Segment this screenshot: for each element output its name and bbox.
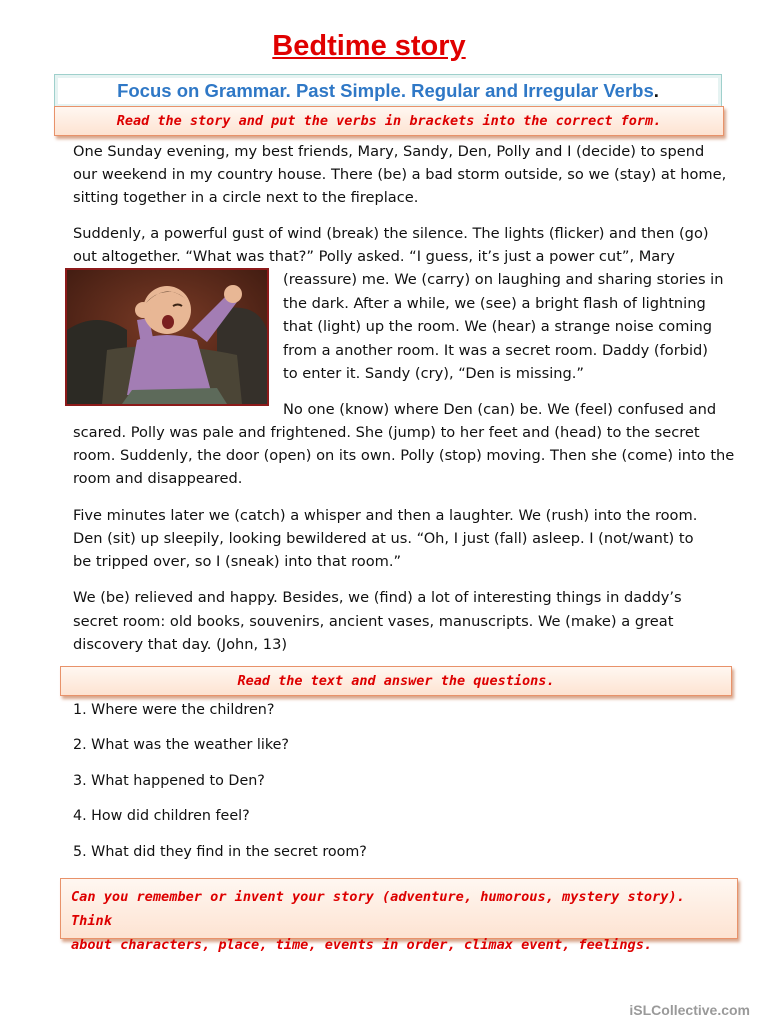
question-item: 1. Where were the children? bbox=[73, 702, 275, 718]
writing-task-line: about characters, place, time, events in order, climax event, feelings. bbox=[71, 937, 653, 953]
frightened-child-image bbox=[67, 270, 267, 404]
story-line: (reassure) me. We (carry) on laughing and sharing stories in bbox=[283, 271, 724, 288]
story-line: to enter it. Sandy (cry), “Den is missing.” bbox=[283, 365, 584, 382]
story-line: the dark. After a while, we (see) a bright flash of lightning bbox=[283, 295, 706, 312]
story-line: Five minutes later we (catch) a whisper and then a laughter. We (rush) into the room. bbox=[73, 507, 698, 524]
story-line: room. Suddenly, the door (open) on its own. Polly (stop) moving. Then she (come) into the bbox=[73, 447, 735, 464]
story-line: be tripped over, so I (sneak) into that room.” bbox=[73, 553, 402, 570]
grammar-focus-banner bbox=[54, 74, 722, 108]
story-line: One Sunday evening, my best friends, Mary, Sandy, Den, Polly and I (decide) to spend bbox=[73, 143, 705, 160]
question-item: 5. What did they find in the secret room? bbox=[73, 844, 367, 860]
grammar-focus-period: . bbox=[653, 80, 659, 101]
question-item: 2. What was the weather like? bbox=[73, 737, 289, 753]
story-line: sitting together in a circle next to the fireplace. bbox=[73, 189, 419, 206]
story-line: room and disappeared. bbox=[73, 470, 243, 487]
writing-task-line: Can you remember or invent your story (adventure, humorous, mystery story). Think bbox=[71, 889, 685, 929]
grammar-focus-text: Focus on Grammar. Past Simple. Regular and Irregular Verbs bbox=[117, 80, 654, 101]
story-illustration bbox=[65, 268, 269, 406]
page-title: Bedtime story bbox=[272, 30, 466, 62]
story-line: No one (know) where Den (can) be. We (feel) confused and bbox=[283, 401, 717, 418]
story-line: Den (sit) up sleepily, looking bewildered at us. “Oh, I just (fall) asleep. I (not/want) to bbox=[73, 530, 694, 547]
story-line: Suddenly, a powerful gust of wind (break) the silence. The lights (flicker) and then (go) bbox=[73, 225, 709, 242]
story-line: scared. Polly was pale and frightened. She (jump) to her feet and (head) to the secret bbox=[73, 424, 700, 441]
story-line: out altogether. “What was that?” Polly asked. “I guess, it’s just a power cut”, Mary bbox=[73, 248, 675, 265]
question-item: 3. What happened to Den? bbox=[73, 773, 265, 789]
story-line: We (be) relieved and happy. Besides, we (find) a lot of interesting things in daddy’s bbox=[73, 589, 682, 606]
story-line: secret room: old books, souvenirs, ancient vases, manuscripts. We (make) a great bbox=[73, 613, 674, 630]
story-line: from a another room. It was a secret room. Daddy (forbid) bbox=[283, 342, 708, 359]
question-item: 4. How did children feel? bbox=[73, 808, 250, 824]
instruction-writing-task bbox=[60, 878, 738, 953]
site-watermark: iSLCollective.com bbox=[629, 1002, 750, 1018]
instruction-verbs: Read the story and put the verbs in brackets into the correct form. bbox=[54, 106, 724, 136]
instruction-questions: Read the text and answer the questions. bbox=[60, 666, 732, 696]
story-line: discovery that day. (John, 13) bbox=[73, 636, 288, 653]
story-line: that (light) up the room. We (hear) a strange noise coming bbox=[283, 318, 712, 335]
story-line: our weekend in my country house. There (be) a bad storm outside, so we (stay) at home, bbox=[73, 166, 727, 183]
